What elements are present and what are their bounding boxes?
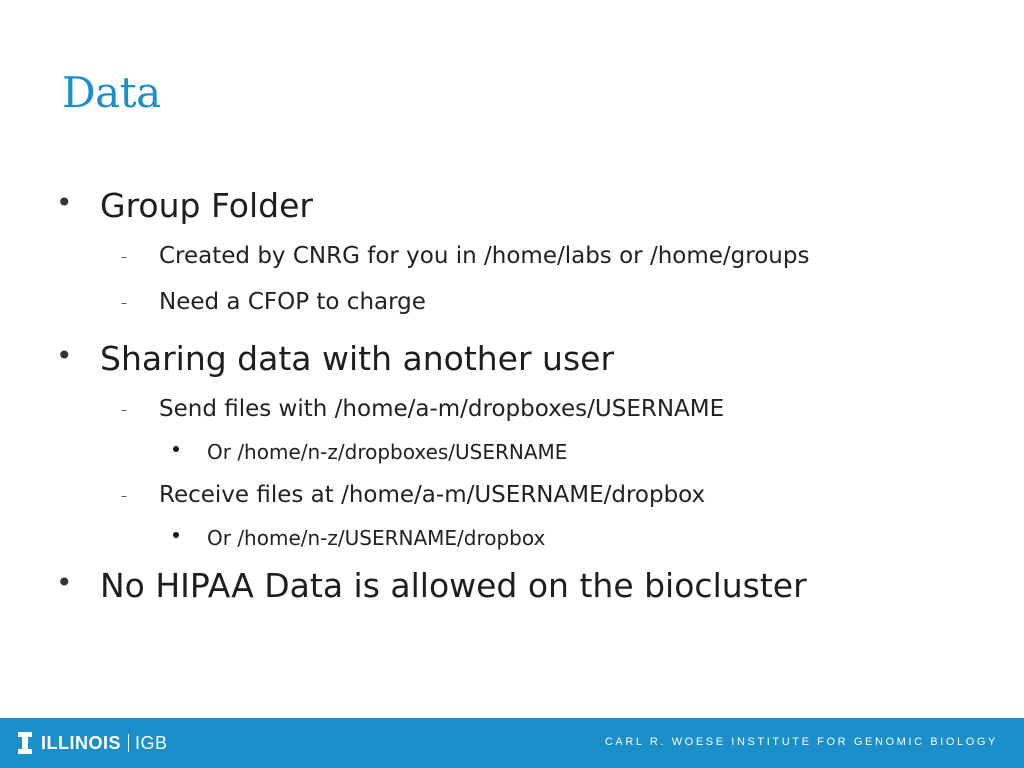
sub-bullet-text: Receive files at /home/a-m/USERNAME/dropbox xyxy=(159,482,706,508)
sub-sub-bullet-send-alt xyxy=(207,440,567,464)
dash-marker: – xyxy=(121,250,127,264)
bullet-group-folder xyxy=(56,186,313,225)
bullet-marker: • xyxy=(56,339,73,372)
bullet-text: Sharing data with another user xyxy=(100,339,615,378)
sub-bullet-text: Created by CNRG for you in /home/labs or /home/groups xyxy=(159,243,810,269)
sub-sub-bullet-receive-alt xyxy=(207,526,545,550)
institute-name: CARL R. WOESE INSTITUTE FOR GENOMIC BIOLOGY xyxy=(604,736,998,748)
sub-bullet-receive-files xyxy=(121,482,706,508)
slide-title: Data xyxy=(62,68,161,117)
bullet-text: No HIPAA Data is allowed on the biocluster xyxy=(100,566,807,605)
illinois-igb-logo xyxy=(18,732,168,754)
sub-bullet-text: Send files with /home/a-m/dropboxes/USERNAME xyxy=(159,396,725,422)
dash-marker: – xyxy=(121,489,127,503)
sub-sub-bullet-text: Or /home/n-z/USERNAME/dropbox xyxy=(207,526,546,550)
dash-marker: – xyxy=(121,403,127,417)
dot-marker xyxy=(173,446,179,452)
bullet-no-hipaa xyxy=(56,566,807,605)
sub-bullet-text: Need a CFOP to charge xyxy=(159,289,426,315)
bullet-marker: • xyxy=(56,566,73,599)
logo-sub: IGB xyxy=(135,732,168,753)
sub-sub-bullet-text: Or /home/n-z/dropboxes/USERNAME xyxy=(207,440,568,464)
bullet-sharing-data xyxy=(56,339,615,378)
footer-bar xyxy=(0,718,1024,768)
sub-bullet-send-files xyxy=(121,396,725,422)
sub-bullet-created-by xyxy=(121,243,810,269)
sub-bullet-cfop xyxy=(121,289,426,315)
bullet-marker: • xyxy=(56,186,73,219)
logo-name: ILLINOIS xyxy=(41,732,121,753)
bullet-text: Group Folder xyxy=(100,186,313,225)
dot-marker xyxy=(173,532,179,538)
logo-divider xyxy=(128,734,129,752)
dash-marker: – xyxy=(121,296,127,310)
block-i-icon xyxy=(18,732,32,754)
